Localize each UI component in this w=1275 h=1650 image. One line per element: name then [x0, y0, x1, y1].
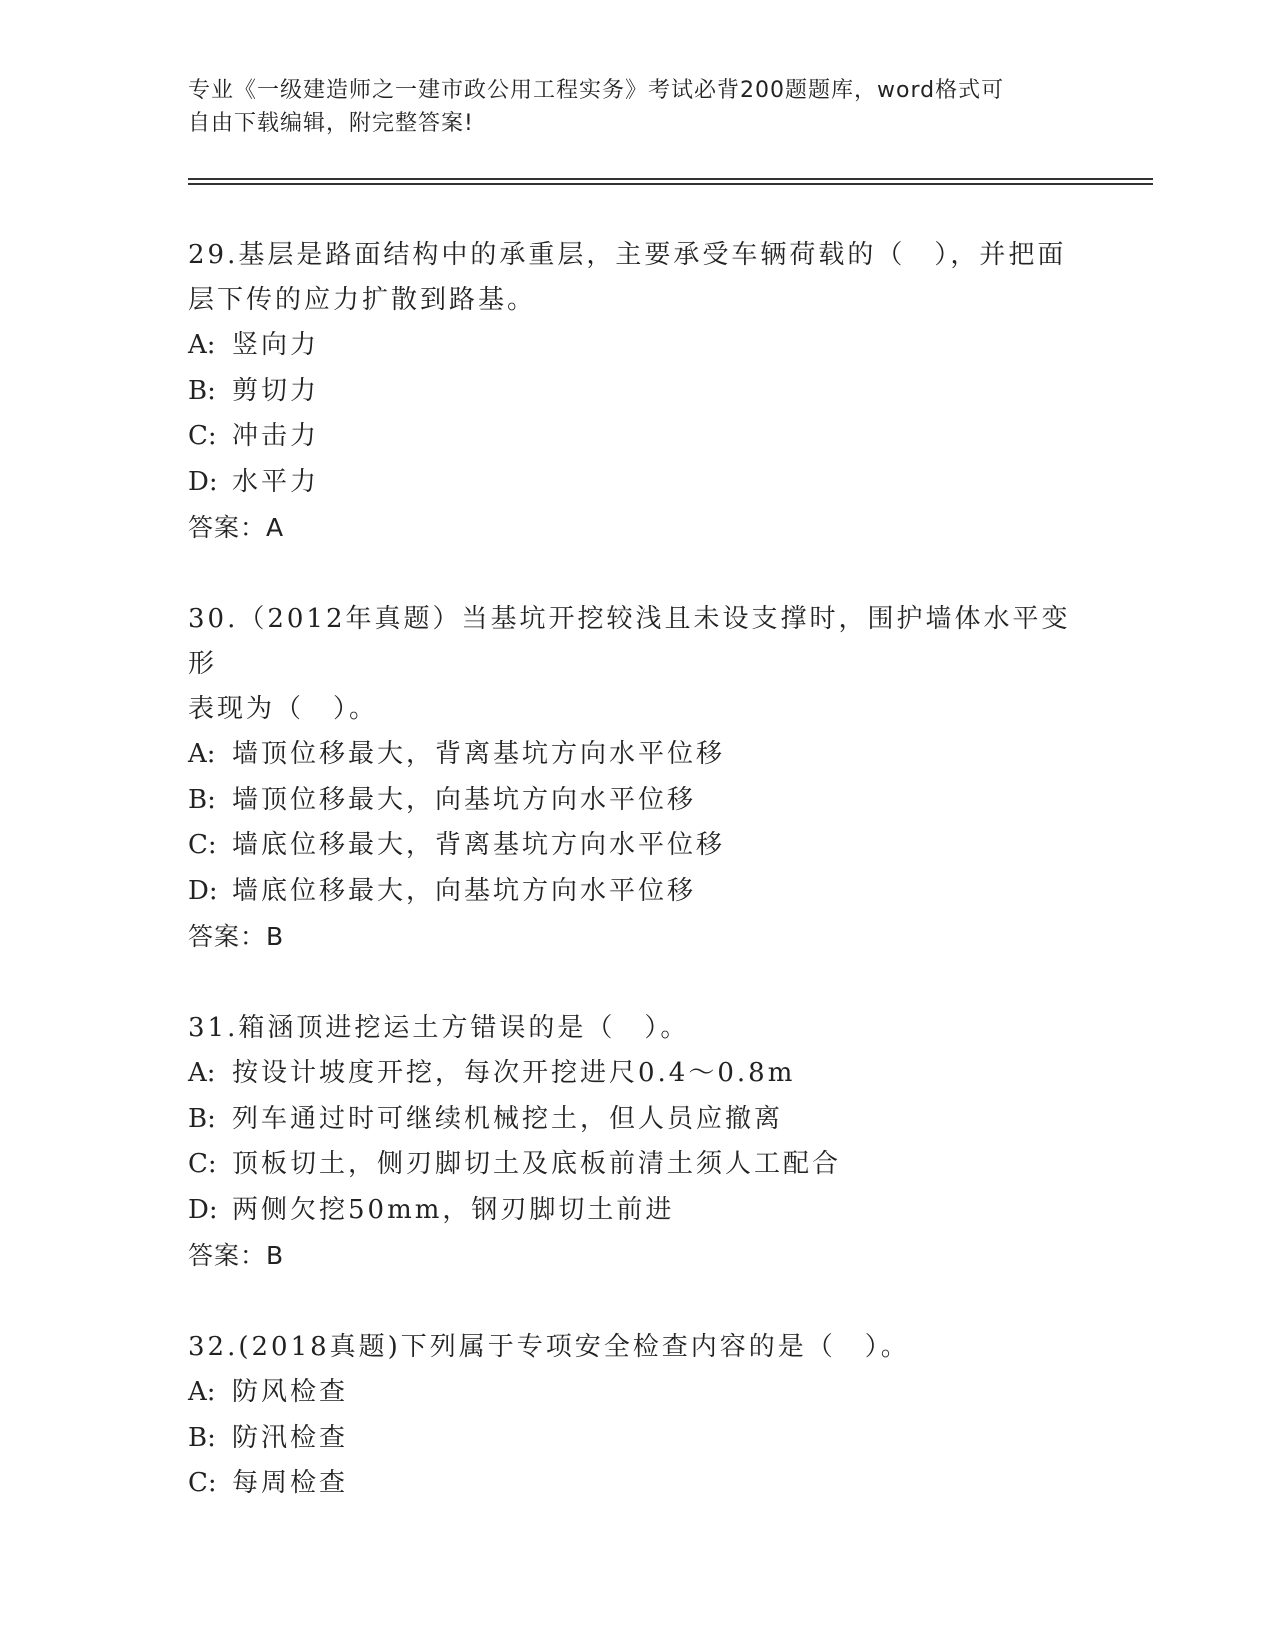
header-divider-top: [188, 178, 1153, 180]
option-text: 墙底位移最大，背离基坑方向水平位移: [232, 830, 726, 860]
option-letter: D:: [188, 875, 218, 906]
question-32: [188, 1325, 1088, 1507]
question-stem: [188, 1006, 1088, 1051]
question-stem-line-2: 表现为（ ）。: [188, 694, 379, 724]
option-text: 每周检查: [232, 1468, 349, 1498]
option-c: [188, 414, 1088, 460]
question-stem-line-2: 层下传的应力扩散到路基。: [188, 285, 537, 315]
answer-line: 答案：A: [188, 513, 285, 542]
header-line-2: 自由下载编辑，附完整答案!: [188, 111, 474, 136]
option-text: 按设计坡度开挖，每次开挖进尺0.4～0.8m: [232, 1058, 796, 1088]
option-text: 墙顶位移最大，向基坑方向水平位移: [232, 784, 697, 815]
option-letter: C:: [188, 1149, 217, 1179]
option-d: [188, 869, 1088, 915]
option-text: 列车通过时可继续机械挖土，但人员应撤离: [232, 1103, 784, 1134]
option-letter: B:: [188, 375, 216, 406]
option-text: 防汛检查: [232, 1422, 349, 1453]
option-c: [188, 823, 1088, 869]
option-letter: A:: [188, 739, 216, 769]
option-text: 墙顶位移最大，背离基坑方向水平位移: [232, 739, 726, 769]
option-text: 防风检查: [232, 1377, 349, 1407]
answer-line: 答案：B: [188, 922, 285, 951]
question-29: [188, 233, 1088, 550]
option-letter: C:: [188, 830, 217, 860]
option-b: [188, 1416, 1088, 1462]
answer-line: 答案：B: [188, 1241, 285, 1270]
question-stem-line-1: 32.(2018真题)下列属于专项安全检查内容的是（ ）。: [188, 1332, 910, 1362]
option-text: 墙底位移最大，向基坑方向水平位移: [232, 875, 697, 906]
question-stem-line-1: 30.（2012年真题）当基坑开挖较浅且未设支撑时，围护墙体水平变形: [188, 604, 1071, 679]
option-letter: A:: [188, 330, 216, 360]
option-letter: B:: [188, 1422, 216, 1453]
header-divider-bottom: [188, 183, 1153, 185]
question-30: [188, 597, 1088, 959]
header-line-1: 专业《一级建造师之一建市政公用工程实务》考试必背200题题库，word格式可: [188, 78, 1005, 103]
option-b: [188, 778, 1088, 824]
option-d: [188, 1188, 1088, 1234]
option-letter: B:: [188, 784, 216, 815]
option-text: 剪切力: [232, 375, 320, 406]
question-stem: [188, 597, 1088, 732]
option-letter: C:: [188, 421, 217, 451]
option-letter: D:: [188, 466, 218, 497]
document-header: [188, 74, 1068, 140]
question-31: [188, 1006, 1088, 1278]
option-b: [188, 369, 1088, 415]
option-b: [188, 1097, 1088, 1143]
option-text: 水平力: [232, 466, 320, 497]
option-c: [188, 1461, 1088, 1507]
option-text: 两侧欠挖50mm，钢刃脚切土前进: [232, 1194, 675, 1225]
option-text: 竖向力: [232, 330, 320, 360]
option-c: [188, 1142, 1088, 1188]
question-list: [188, 233, 1088, 1554]
option-letter: D:: [188, 1194, 218, 1225]
option-letter: C:: [188, 1468, 217, 1498]
option-a: [188, 323, 1088, 369]
option-letter: B:: [188, 1103, 216, 1134]
question-stem-line-1: 29.基层是路面结构中的承重层，主要承受车辆荷载的（ ），并把面: [188, 240, 1067, 270]
option-d: [188, 460, 1088, 506]
question-stem: [188, 233, 1088, 323]
option-letter: A:: [188, 1058, 216, 1088]
option-text: 冲击力: [232, 421, 320, 451]
option-letter: A:: [188, 1377, 216, 1407]
question-stem: [188, 1325, 1088, 1370]
option-a: [188, 1370, 1088, 1416]
question-stem-line-1: 31.箱涵顶进挖运土方错误的是（ ）。: [188, 1013, 690, 1043]
option-a: [188, 732, 1088, 778]
option-text: 顶板切土，侧刃脚切土及底板前清土须人工配合: [232, 1149, 842, 1179]
option-a: [188, 1051, 1088, 1097]
